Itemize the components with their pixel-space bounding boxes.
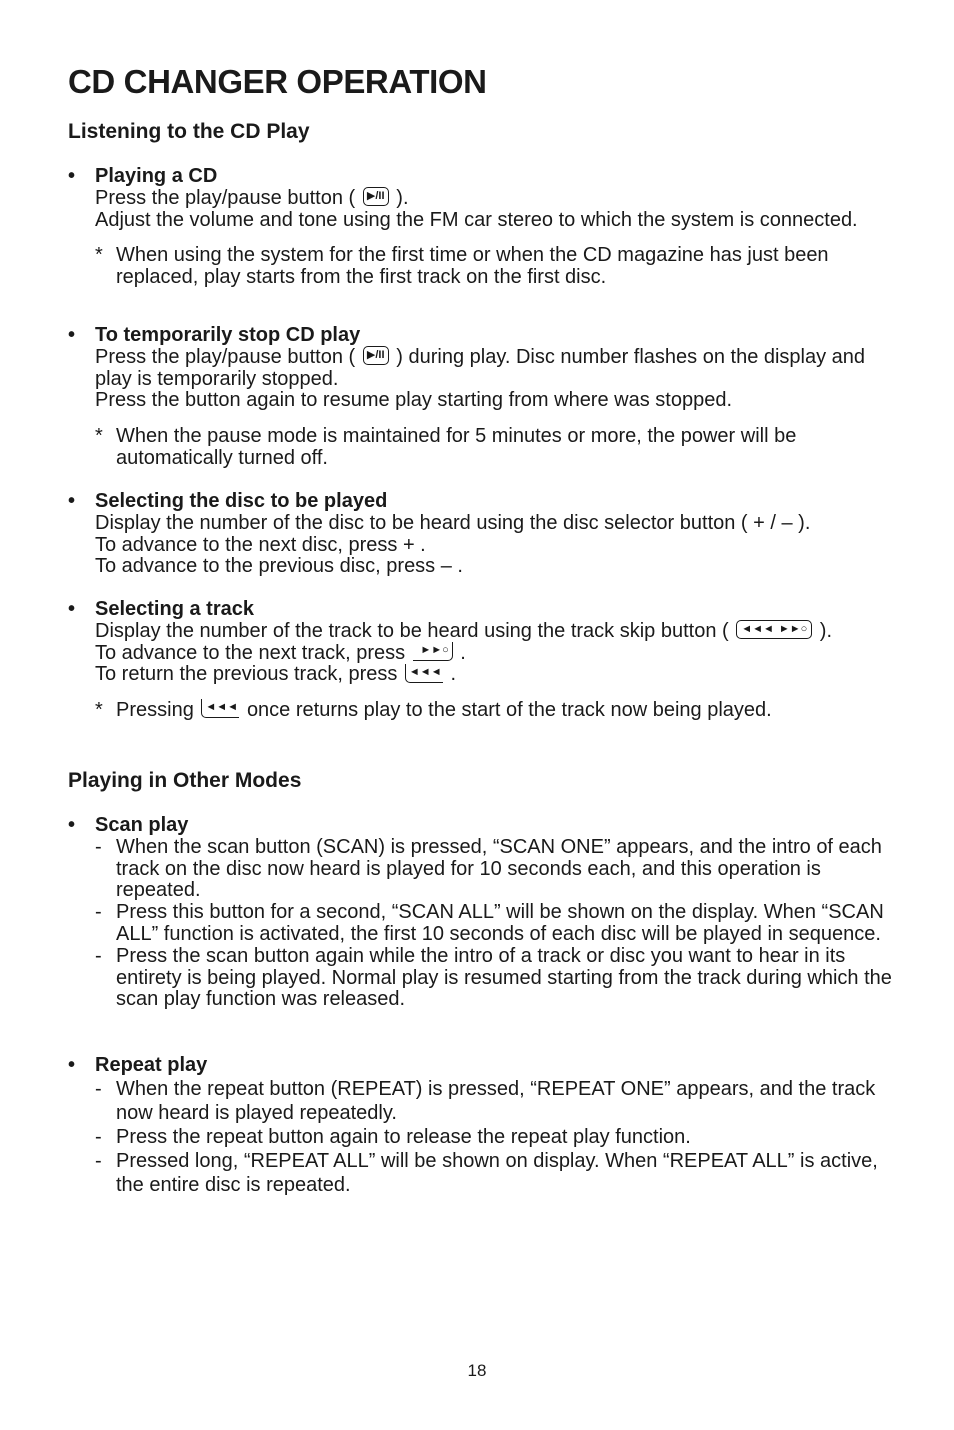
bullet-dot: • [68,490,76,512]
bullet-select-track [68,599,898,722]
list-item: - When the scan button (SCAN) is pressed, “SCAN ONE” appears, and the intro of each track on the disc now heard is played for 10 seconds each, and this operation is repeated. [95,835,882,902]
note: * Pressing ◄◄◄ once returns play to the start of the track now being played. [95,699,772,722]
page-title: CD CHANGER OPERATION [68,63,487,100]
bullet-dot: • [68,814,76,836]
bullet-dot: • [68,1054,76,1076]
bullet-body: Press the button again to resume play starting from where was stopped. [95,389,733,412]
bullet-body: Adjust the volume and tone using the FM car stereo to which the system is connected. [95,208,858,231]
section-heading-listening: Listening to the CD Play [68,120,310,143]
bullet-body: To advance to the next disc, press + . [95,533,426,556]
bullet-heading: Selecting a track [95,598,254,620]
section-heading-other-modes: Playing in Other Modes [68,769,302,792]
play-pause-icon: ▶/II [363,187,389,206]
bullet-repeat-play [68,1053,898,1197]
track-skip-icon: ◄◄◄ ►►○ [736,620,812,639]
asterisk: * [95,244,103,267]
bullet-playing-cd [68,166,898,289]
note: * When using the system for the first time or when the CD magazine has just been replaced, play starts from the first track on the first disc. [95,244,829,289]
page-number: 18 [467,1361,487,1380]
asterisk: * [95,425,103,448]
bullet-heading: To temporarily stop CD play [95,324,361,346]
bullet-body: Display the number of the track to be heard using the track skip button ( ◄◄◄ ►►○ ). [95,619,833,642]
bullet-stop-cd [68,325,898,470]
bullet-dot: • [68,598,76,620]
bullet-body: To return the previous track, press ◄◄◄ . [95,663,457,686]
bullet-body: To advance to the previous disc, press – . [95,555,463,578]
bullet-heading: Playing a CD [95,165,218,187]
bullet-scan-play [68,815,898,1011]
next-track-icon: ►►○ [413,642,453,661]
note: * When the pause mode is maintained for 5 minutes or more, the power will be automatically turned off. [95,425,797,469]
bullet-heading: Repeat play [95,1054,208,1076]
bullet-heading: Selecting the disc to be played [95,490,388,512]
asterisk: * [95,699,103,722]
bullet-dot: • [68,165,76,187]
bullet-body: Display the number of the disc to be heard using the disc selector button ( + / – ). [95,511,811,534]
bullet-body: Press the play/pause button ( ▶/II ) during play. Disc number flashes on the display and play is temporarily stopped. [95,345,866,390]
bullet-body: To advance to the next track, press ►►○ . [95,641,466,664]
list-item: - Press this button for a second, “SCAN ALL” will be shown on the display. When “SCAN ALL” function is activated, the first 10 seconds of each disc will be played in sequence. [95,901,884,945]
prev-track-icon: ◄◄◄ [201,699,239,718]
bullet-dot: • [68,324,76,346]
bullet-heading: Scan play [95,814,189,836]
bullet-body: Press the play/pause button ( ▶/II ). [95,186,409,209]
play-pause-icon: ▶/II [363,346,389,365]
list-item: - When the repeat button (REPEAT) is pressed, “REPEAT ONE” appears, and the track now heard is played repeatedly. [95,1078,876,1124]
list-item: - Press the repeat button again to release the repeat play function. [95,1126,691,1148]
bullet-select-disc [68,491,898,578]
prev-track-icon: ◄◄◄ [405,664,443,683]
list-item: - Press the scan button again while the intro of a track or disc you want to hear in its entirety is being played. Normal play is resumed starting from the track during which the scan play function was released. [95,944,892,1011]
list-item: - Pressed long, “REPEAT ALL” will be shown on display. When “REPEAT ALL” is active, the entire disc is repeated. [95,1150,878,1196]
